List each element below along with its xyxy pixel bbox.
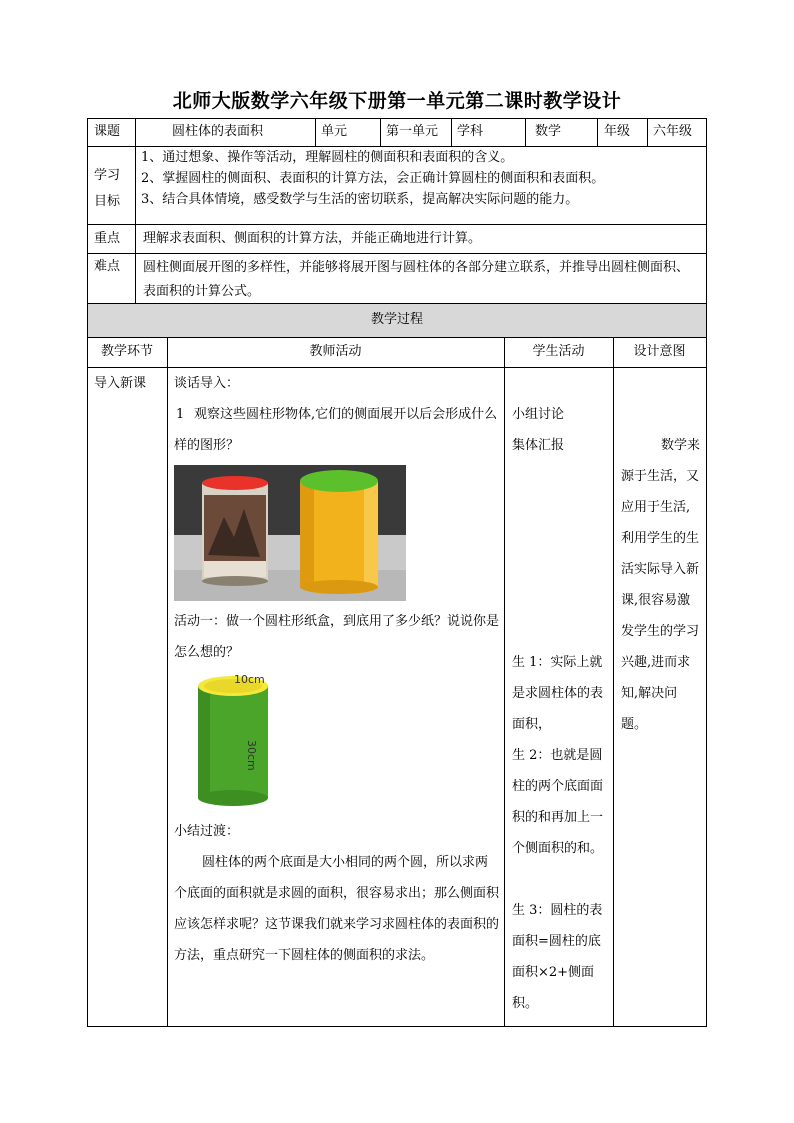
diameter-label: 10cm	[234, 673, 265, 686]
cans-illustration	[174, 465, 406, 601]
col-header-intent: 设计意图	[633, 344, 686, 359]
student-activity-2: 集体汇报	[512, 438, 565, 453]
student-activity-1: 小组讨论	[512, 407, 565, 422]
height-label: 30cm	[245, 740, 258, 771]
student-answer-3: 生 3：圆柱的表面积=圆柱的底面积×2+侧面积。	[512, 903, 603, 1011]
key-point-label: 重点	[94, 231, 121, 246]
grade-value: 六年级	[653, 124, 693, 139]
unit-key: 单元	[321, 124, 348, 139]
topic-value: 圆柱体的表面积	[172, 124, 264, 139]
col-header-student: 学生活动	[532, 344, 585, 359]
student-answer-1: 生 1：实际上就是求圆柱体的表面积，	[512, 655, 604, 732]
difficulty-text: 圆柱侧面展开图的多样性，并能够将展开图与圆柱体的各部分建立联系，并推导出圆柱侧面积、表面积的计算公式。	[143, 260, 690, 299]
student-answer-2: 生 2：也就是圆柱的两个底面面积的和再加上一个侧面积的和。	[512, 748, 604, 856]
grade-key: 年级	[604, 124, 631, 139]
col-header-teacher: 教师活动	[309, 344, 362, 359]
q1-text: 观察这些圆柱形物体,它们的侧面展开以后会形成什么样的图形？	[174, 407, 498, 453]
summary-title: 小结过渡：	[174, 824, 240, 839]
objectives-label-2: 目标	[94, 194, 121, 209]
difficulty-label: 难点	[94, 259, 121, 274]
cans-photo	[174, 465, 406, 601]
objective-item: 3、结合具体情境，感受数学与生活的密切联系，提高解决实际问题的能力。	[141, 192, 579, 207]
unit-value: 第一单元	[386, 124, 439, 139]
col-header-stage: 教学环节	[100, 344, 153, 359]
cylinder-diagram	[192, 672, 292, 812]
process-header: 教学过程	[370, 312, 423, 327]
design-intent: 数学来源于生活，又应用于生活,利用学生的生活实际导入新课,很容易激发学生的学习兴趣,进而求知,解决问题。	[621, 438, 701, 732]
cylinder-illustration	[192, 672, 292, 812]
stage-label: 导入新课	[94, 376, 147, 391]
activity1-text: 活动一：做一个圆柱形纸盒，到底用了多少纸？说说你是怎么想的？	[174, 614, 500, 660]
objective-item: 2、掌握圆柱的侧面积、表面积的计算方法，会正确计算圆柱的侧面积和表面积。	[141, 171, 605, 186]
q1-number: 1	[176, 407, 185, 422]
summary-text: 圆柱体的两个底面是大小相同的两个圆，所以求两个底面的面积就是求圆的面积，很容易求出；那么侧面积应该怎样求呢？这节课我们就来学习求圆柱体的表面积的方法，重点研究一下圆柱体的侧面积的求法。	[174, 855, 500, 963]
subject-value: 数学	[535, 124, 562, 139]
objectives-label-1: 学习	[94, 168, 121, 183]
subject-key: 学科	[457, 124, 484, 139]
page-title: 北师大版数学六年级下册第一单元第二课时教学设计	[172, 90, 622, 112]
key-point-text: 理解求表面积、侧面积的计算方法，并能正确地进行计算。	[143, 231, 482, 246]
teacher-intro: 谈话导入：	[174, 376, 240, 391]
topic-key: 课题	[94, 124, 121, 139]
objective-item: 1、通过想象、操作等活动，理解圆柱的侧面积和表面积的含义。	[141, 150, 514, 165]
